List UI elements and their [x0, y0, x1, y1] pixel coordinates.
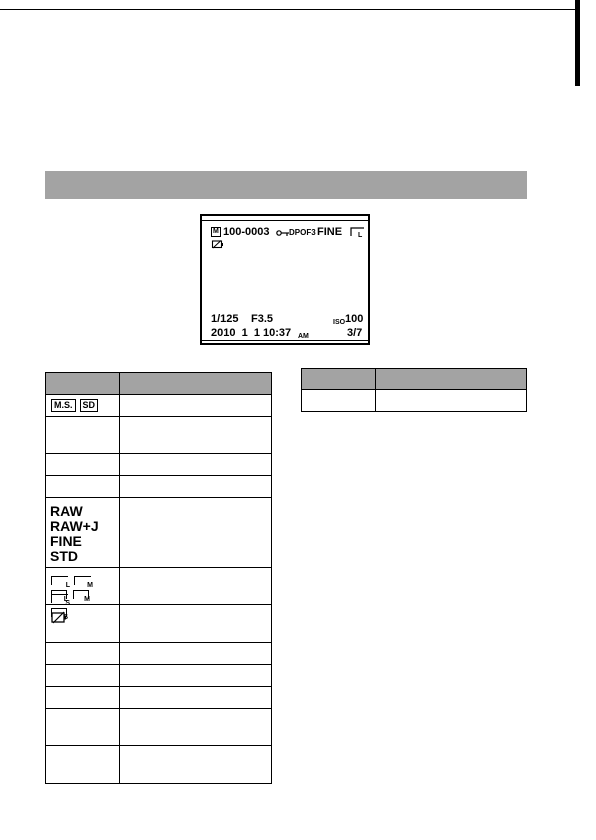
table-row: [46, 476, 272, 498]
table-cell: [46, 476, 120, 498]
section-header-band: [45, 171, 527, 199]
table-cell: [119, 454, 271, 476]
table-cell: [46, 687, 120, 709]
table-header-cell: [302, 369, 376, 390]
lcd-rim-bottom: [200, 340, 370, 341]
iso-value: 100: [345, 313, 364, 325]
aperture-value: F3.5: [251, 313, 274, 325]
sd-card-icon: SD: [80, 399, 99, 412]
image-size-medium-icon: M: [74, 576, 91, 585]
panorama-large-icon: L: [51, 590, 67, 599]
quality-fine: FINE: [50, 533, 82, 549]
table-row: [46, 395, 272, 417]
side-tab-bar: [575, 0, 580, 86]
left-table: [45, 372, 272, 784]
quality-indicator: FINE: [317, 226, 343, 238]
table-header-row: [302, 369, 527, 390]
recording-date: 2010 1 1 10:37: [211, 327, 292, 339]
lcd-display: [200, 214, 370, 345]
quality-standard: STD: [50, 548, 78, 564]
table-cell: [119, 687, 271, 709]
table-row: [46, 746, 272, 784]
table-cell: [119, 395, 271, 417]
table-cell: [46, 395, 120, 417]
table-cell: [46, 709, 120, 746]
image-size-large-icon: [350, 227, 366, 238]
shutter-speed: 1/125: [211, 313, 239, 325]
table-cell: [46, 643, 120, 665]
table-row: [46, 665, 272, 687]
key-icon: [276, 230, 290, 236]
table-header-cell: [375, 369, 526, 390]
table-cell: [119, 605, 271, 643]
image-size-large-icon: L: [51, 576, 68, 585]
right-table: [301, 368, 527, 412]
quality-raw-jpeg: RAW+J: [50, 518, 99, 534]
table-row: [46, 417, 272, 454]
ampm-indicator: AM: [298, 333, 309, 340]
table-cell: [119, 417, 271, 454]
battery-empty-icon: [211, 240, 224, 249]
table-cell: [119, 746, 271, 784]
table-cell: [46, 746, 120, 784]
table-cell: [119, 476, 271, 498]
table-cell: [119, 498, 271, 568]
memory-card-icon: M: [213, 228, 219, 235]
table-cell: [302, 390, 376, 412]
svg-text:L: L: [358, 232, 363, 238]
top-rule: [0, 9, 575, 10]
table-row: [46, 709, 272, 746]
lcd-rim-top: [200, 220, 370, 221]
table-header-row: [46, 373, 272, 395]
folder-file-number: 100-0003: [223, 226, 270, 238]
table-cell: [46, 454, 120, 476]
table-row: [46, 605, 272, 643]
table-row: [46, 454, 272, 476]
panorama-medium-icon: M: [73, 590, 89, 599]
panorama-small-icon: S: [51, 608, 67, 617]
quality-raw: RAW: [50, 503, 83, 519]
table-cell: [375, 390, 526, 412]
table-cell: [119, 643, 271, 665]
table-cell: [119, 709, 271, 746]
table-cell: [119, 568, 271, 605]
memory-stick-icon: M.S.: [51, 399, 76, 412]
dpof-indicator: DPOF3: [289, 228, 316, 237]
image-size-small-icon: S: [51, 594, 68, 603]
table-cell: [119, 665, 271, 687]
table-header-cell: [46, 373, 120, 395]
table-row: [46, 643, 272, 665]
table-cell: [46, 568, 120, 621]
table-header-cell: [119, 373, 271, 395]
table-cell: [46, 665, 120, 687]
table-cell: [46, 417, 120, 454]
image-counter: 3/7: [347, 327, 363, 339]
table-row: [302, 390, 527, 412]
table-row: [46, 498, 272, 568]
table-row: [46, 568, 272, 605]
table-row: [46, 687, 272, 709]
table-cell: [46, 498, 120, 568]
iso-label: ISO: [333, 319, 346, 326]
